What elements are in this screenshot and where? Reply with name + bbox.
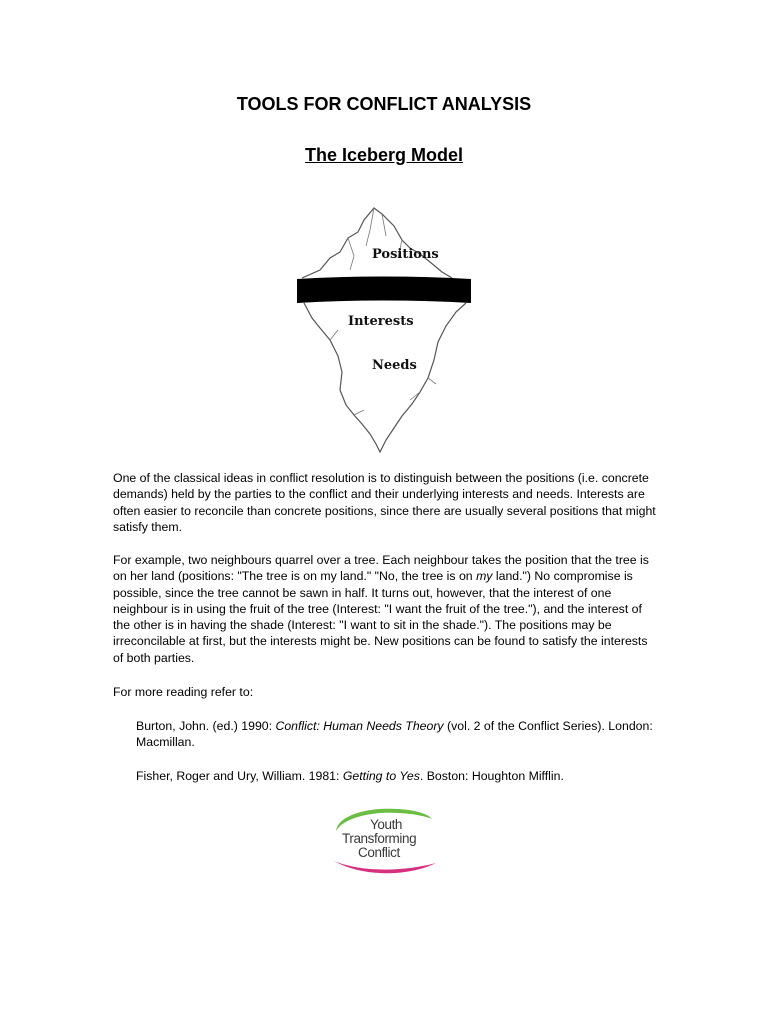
iceberg-diagram bbox=[290, 200, 480, 460]
reference-fisher-title: Getting to Yes bbox=[342, 769, 420, 783]
reference-fisher bbox=[136, 768, 656, 784]
reference-burton-after: (vol. 2 of the Conflict Series). London: Macmillan. bbox=[136, 719, 653, 750]
logo-text-conflict: Conflict bbox=[358, 845, 400, 860]
reference-burton-title: Conflict: Human Needs Theory bbox=[275, 719, 444, 733]
paragraph-tree-example-part2: land.") No compromise is possible, since the tree cannot be sawn in half. It turns out, however, that the interest of one neighbour is in using the fruit of the tree (Interest: "I want the fruit of the tree."), and the interest of the other is in having the shade (Interest: "I want to sit in the shade."). The positions may be irreconcilable at first, but the interests might be. New positions can be found to satisfy the interests of both parties. bbox=[113, 569, 648, 665]
logo-text-transforming: Transforming bbox=[342, 831, 417, 846]
reference-fisher-before: Fisher, Roger and Ury, William. 1981: bbox=[136, 769, 343, 783]
iceberg-label-positions: Positions bbox=[372, 247, 439, 262]
iceberg-label-interests: Interests bbox=[348, 314, 414, 329]
model-title: The Iceberg Model bbox=[304, 145, 464, 165]
reading-intro: For more reading refer to: bbox=[113, 685, 254, 699]
reference-burton bbox=[136, 718, 656, 751]
logo-text-youth: Youth bbox=[370, 817, 403, 832]
waterline-band bbox=[297, 277, 471, 304]
paragraph-positions-interests: One of the classical ideas in conflict resolution is to distinguish between the positions (i.e. concrete demands) held by the parties to the conflict and their underlying interests and needs. Interests are often easier to reconcile than concrete positions, since there are usually several positions that might satisfy them. bbox=[113, 471, 656, 534]
logo-magenta-swoosh bbox=[334, 861, 436, 873]
paragraph-tree-example bbox=[113, 552, 658, 666]
iceberg-label-needs: Needs bbox=[372, 358, 417, 373]
reference-burton-before: Burton, John. (ed.) 1990: bbox=[136, 719, 276, 733]
paragraph-tree-example-emphasis: my bbox=[476, 569, 493, 584]
youth-transforming-conflict-logo bbox=[328, 805, 442, 877]
paragraph-tree-example-part1: For example, two neighbours quarrel over a tree. Each neighbour takes the position that the tree is on her land (positions: "The tree is on my land." "No, the tree is on bbox=[113, 553, 649, 584]
reference-fisher-after: . Boston: Houghton Mifflin. bbox=[419, 769, 564, 783]
iceberg-tip-outline bbox=[302, 208, 452, 278]
page-title: TOOLS FOR CONFLICT ANALYSIS bbox=[236, 94, 532, 114]
